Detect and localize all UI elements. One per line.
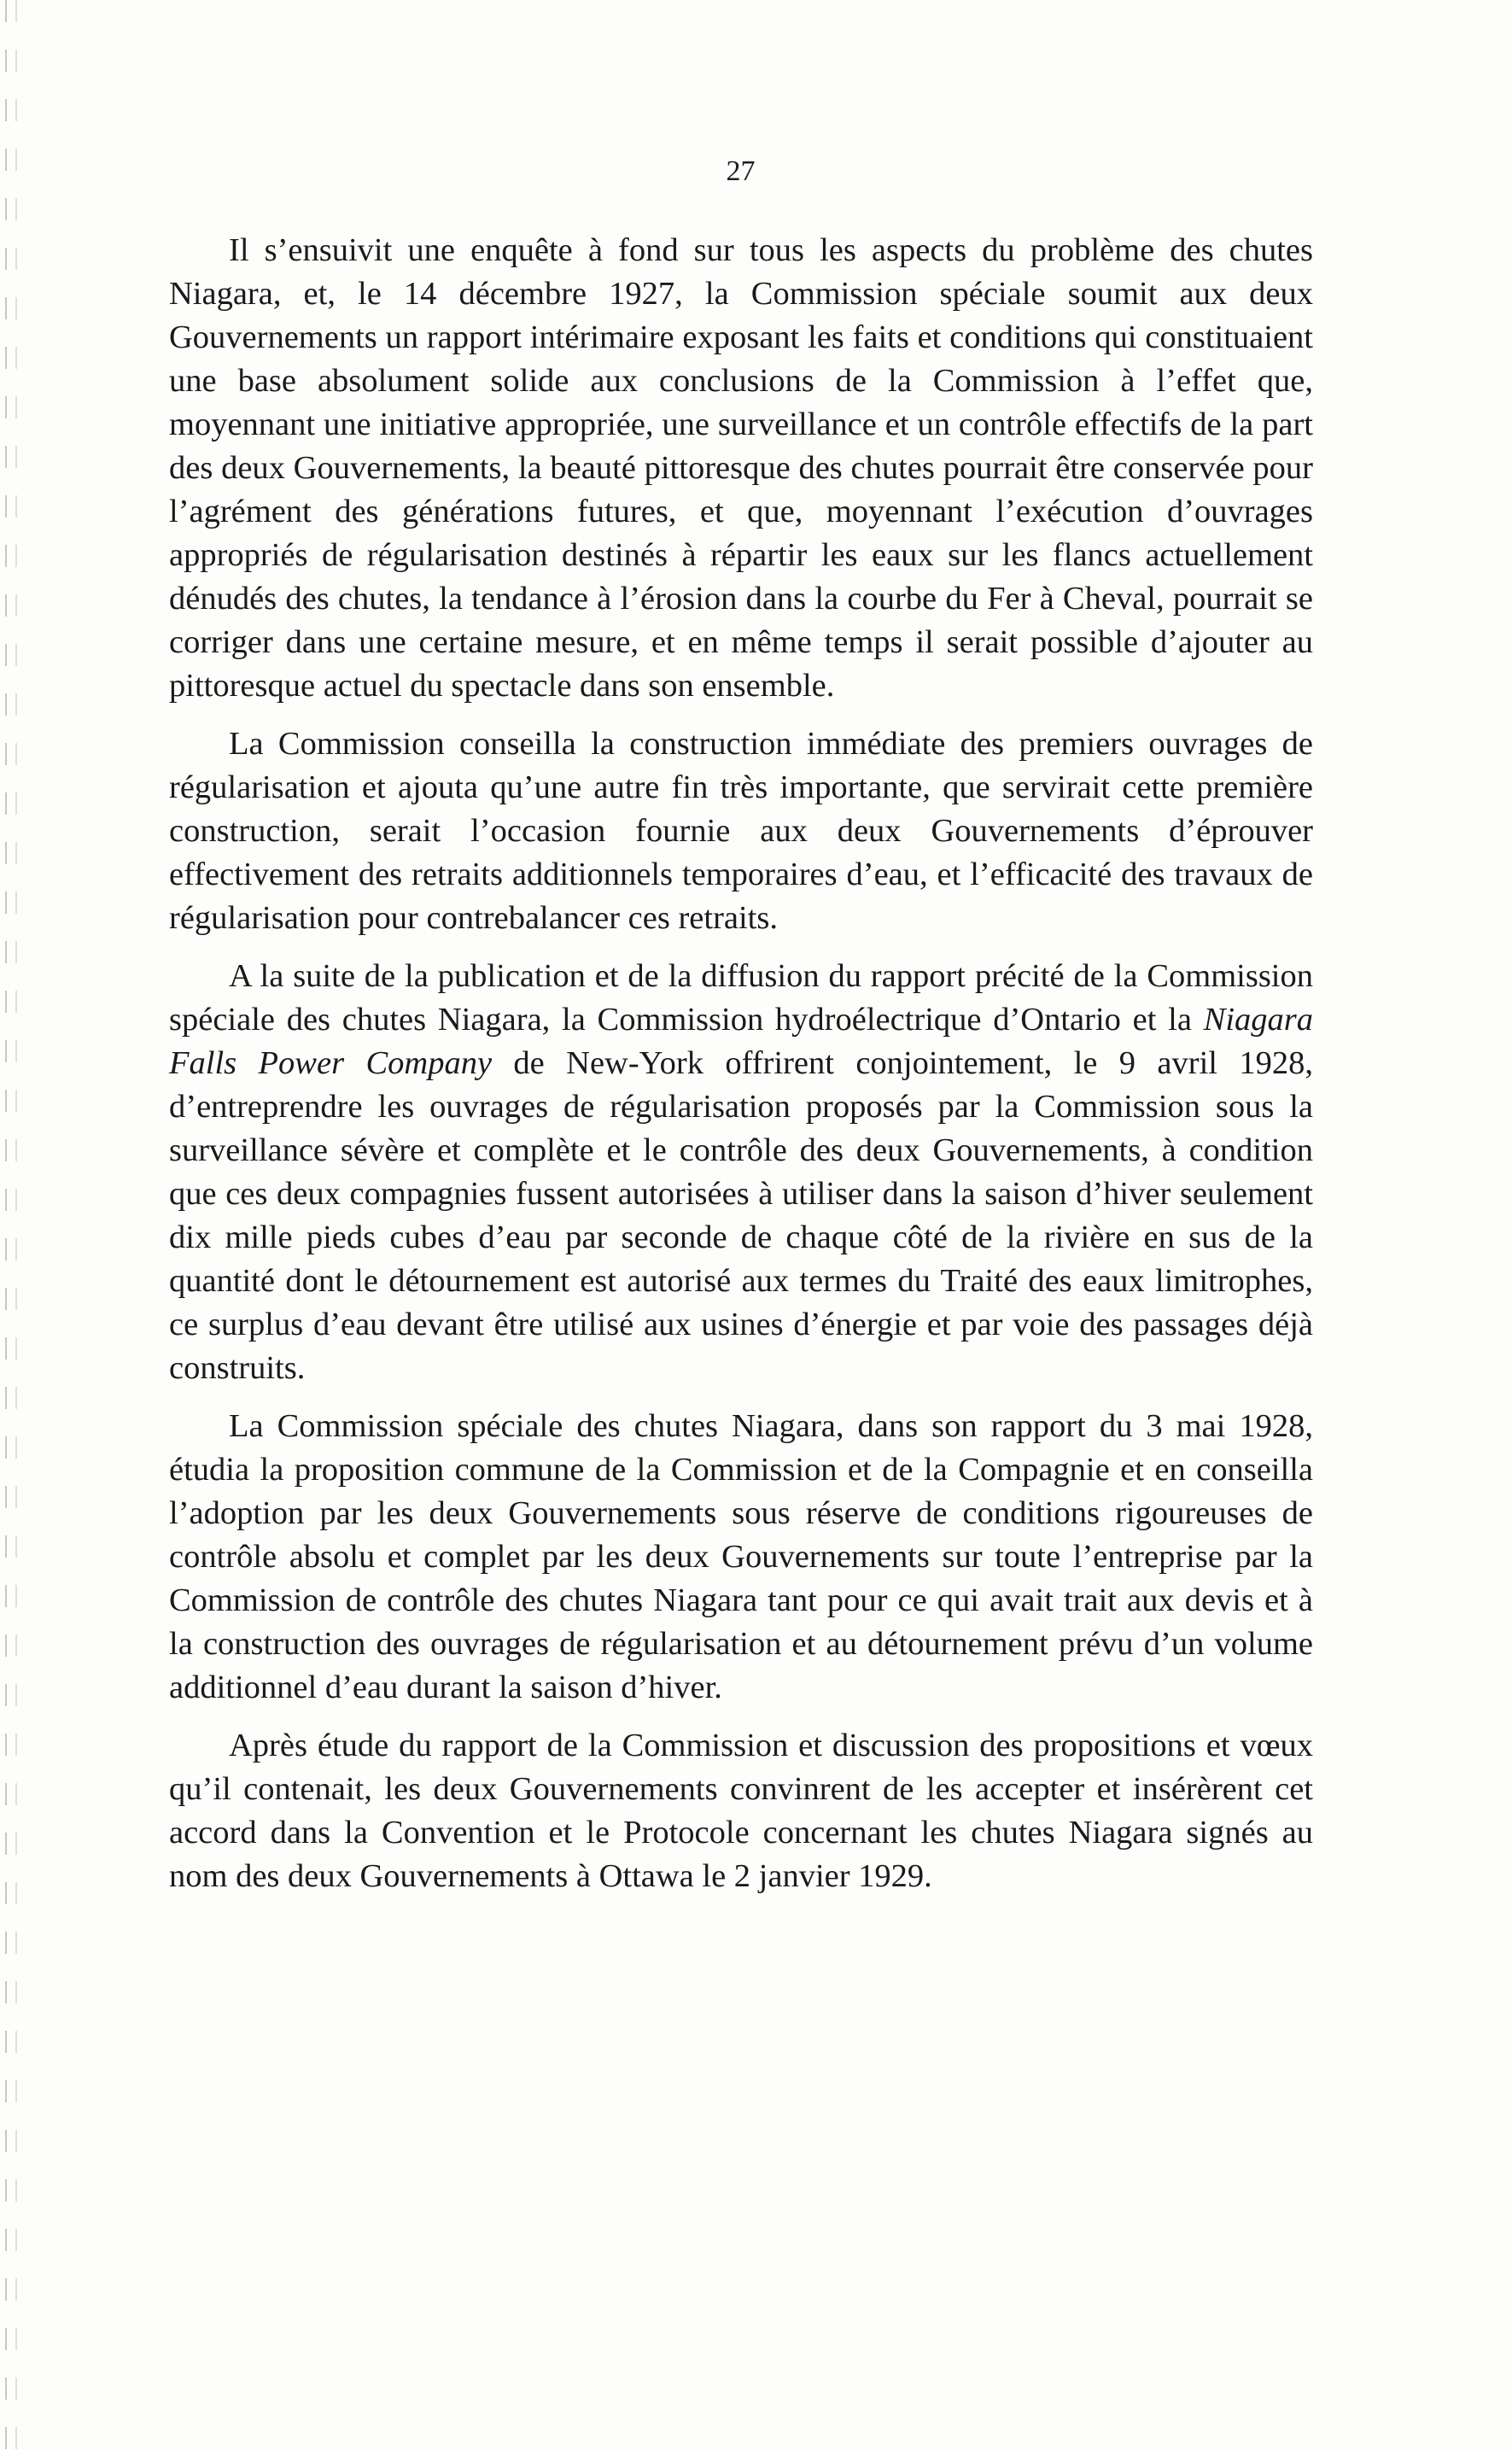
paragraph-joint-offer bbox=[169, 955, 1313, 1390]
paragraph-special-report: La Commission spéciale des chutes Niagara, dans son rapport du 3 mai 1928, étudia la proposition commune de la Commission et de la Compagnie et en conseilla l’adoption par les deux Gouvernements sous réserve de conditions rigoureuses de contrôle absolu et complet par les deux Gouvernements sur toute l’entreprise par la Commission de contrôle des chutes Niagara tant pour ce qui avait trait aux devis et à la construction des ouvrages de régularisation et au détournement prévu d’un volume additionnel d’eau durant la saison d’hiver. bbox=[169, 1408, 1313, 1705]
paragraph-joint-offer-end: de New-York offrirent conjointement, le 9 avril 1928, d’entreprendre les ouvrages de régularisation proposés par la Commission sous la surveillance sévère et complète et le contrôle des deux Gouvernements, à condition que ces deux compagnies fussent autorisées à utiliser dans la saison d’hiver seulement dix mille pieds cubes d’eau par seconde de chaque côté de la rivière en sus de la quantité dont le détournement est autorisé aux termes du Traité des eaux limitrophes, ce surplus d’eau devant être utilisé aux usines d’énergie et par voie des passages déjà construits. bbox=[169, 1045, 1313, 1386]
body-text bbox=[169, 229, 1313, 1898]
paragraph-convention: Après étude du rapport de la Commission et discussion des propositions et vœux qu’il contenait, les deux Gouvernements convinrent de les accepter et insérèrent cet accord dans la Convention et le Protocole concernant les chutes Niagara signés au nom des deux Gouvernements à Ottawa le 2 janvier 1929. bbox=[169, 1728, 1313, 1894]
paragraph-recommendation: La Commission conseilla la construction immédiate des premiers ouvrages de régularisation et ajouta qu’une autre fin très importante, que servirait cette première construction, serait l’occasion fournie aux deux Gouvernements d’éprouver effectivement des retraits additionnels temporaires d’eau, et l’efficacité des travaux de régularisation pour contrebalancer ces retraits. bbox=[169, 726, 1313, 936]
paragraph-inquiry: Il s’ensuivit une enquête à fond sur tous les aspects du problème des chutes Niagara, et, le 14 décembre 1927, la Commission spéciale soumit aux deux Gouvernements un rapport intérimaire exposant les faits et conditions qui constituaient une base absolument solide aux conclusions de la Commission à l’effet que, moyennant une initiative appropriée, une surveillance et un contrôle effectifs de la part des deux Gouvernements, la beauté pittoresque des chutes pourrait être conservée pour l’agrément des générations futures, et que, moyennant l’exécution d’ouvrages appropriés de régularisation destinés à répartir les eaux sur les flancs actuellement dénudés des chutes, la tendance à l’érosion dans la courbe du Fer à Cheval, pourrait se corriger dans une certaine mesure, et en même temps il serait possible d’ajouter au pittoresque actuel du spectacle dans son ensemble. bbox=[169, 232, 1313, 704]
company-name: Niagara Falls Power Company bbox=[169, 1002, 1313, 1081]
paragraph-joint-offer-start: A la suite de la publication et de la diffusion du rapport précité de la Commission spéciale des chutes Niagara, la Commission hydroélectrique d’Ontario et la bbox=[169, 958, 1313, 1038]
binding-edge-mark bbox=[15, 0, 17, 2450]
page-number: 27 bbox=[726, 155, 756, 187]
binding-edge-mark bbox=[5, 0, 7, 2450]
